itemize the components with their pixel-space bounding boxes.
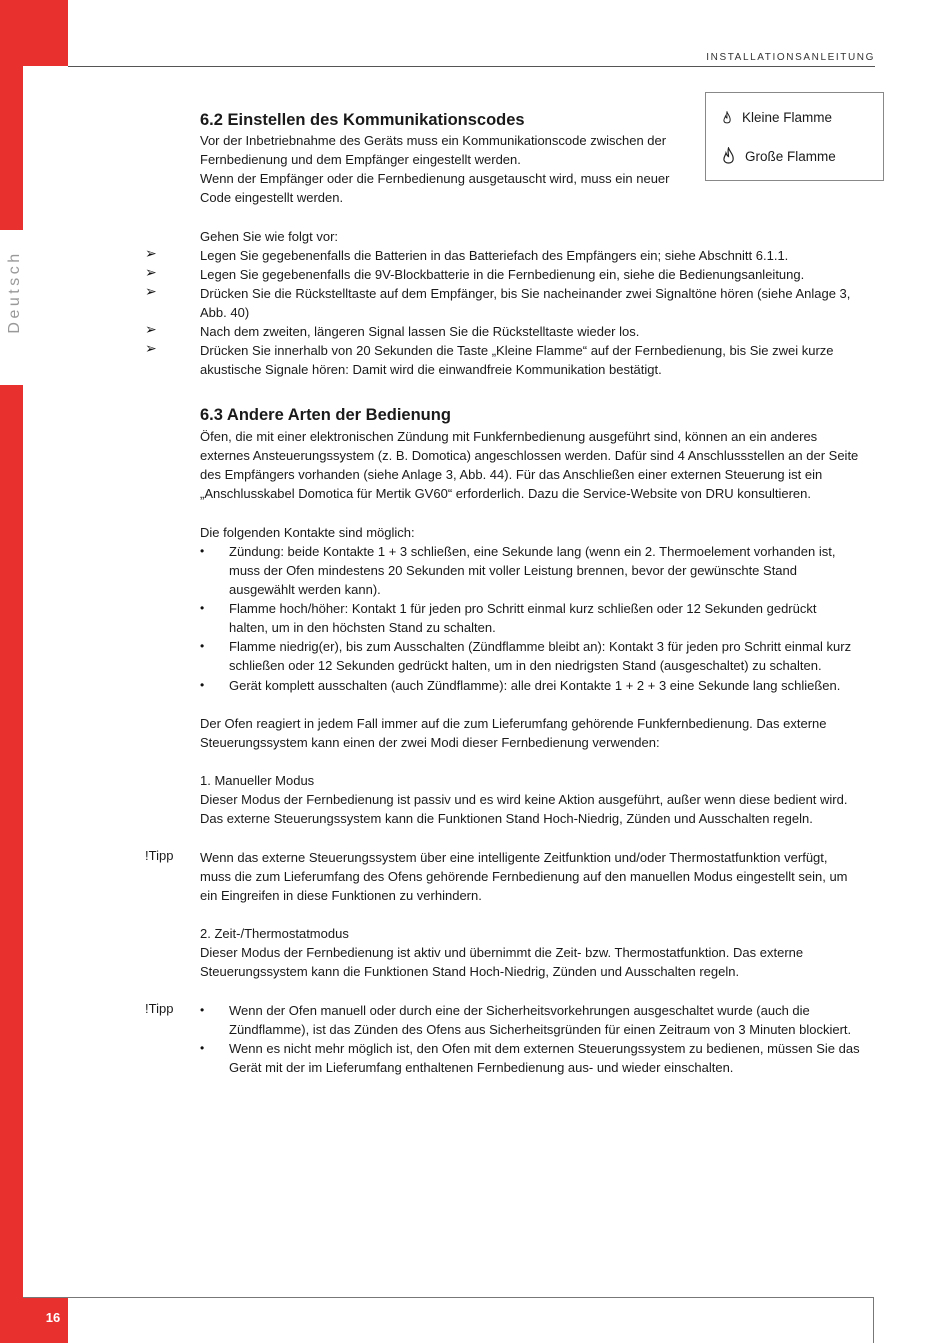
- tip2-line: Wenn der Ofen manuell oder durch eine der Sicherheitsvorkehrungen ausgeschaltet wurde (auch die: [229, 1003, 810, 1018]
- section-6-2-intro-line: Code eingestellt werden.: [200, 190, 344, 205]
- mode1-title: 1. Manueller Modus: [200, 773, 315, 788]
- tip1-line: Wenn das externe Steuerungssystem über eine intelligente Zeitfunktion und/oder Thermostatfunktion verfügt,: [200, 850, 828, 865]
- arrow-bullet-icon: ➢: [145, 340, 157, 356]
- section-6-3-intro-line: des Empfängers vorhanden (siehe Anlage 3, Abb. 44). Für das Anschließen einer externen Steuerung ist ein: [200, 467, 823, 482]
- contact-item: Zündung: beide Kontakte 1 + 3 schließen, eine Sekunde lang (wenn ein 2. Thermoelement vorhanden ist,: [229, 544, 836, 559]
- step-item: Nach dem zweiten, längeren Signal lassen Sie die Rückstelltaste wieder los.: [200, 324, 640, 339]
- flame-legend-box: [705, 92, 884, 181]
- section-6-2-heading: 6.2 Einstellen des Kommunikationscodes: [200, 111, 525, 129]
- red-margin-bar-bottom: [0, 385, 23, 1343]
- mode2-text-line: Dieser Modus der Fernbedienung ist aktiv und übernimmt die Zeit- bzw. Thermostatfunktion. Das externe: [200, 945, 804, 960]
- arrow-bullet-icon: ➢: [145, 321, 157, 337]
- mode1-text-line: Dieser Modus der Fernbedienung ist passiv und es wird keine Aktion ausgeführt, außer wenn diese bedient wird.: [200, 792, 848, 807]
- contact-item-continued: muss der Ofen mindestens 20 Sekunden mit voller Leistung brennen, bevor der gewünschte Stand: [229, 563, 798, 578]
- footer-rule-right: [873, 1297, 874, 1343]
- step-item: Drücken Sie innerhalb von 20 Sekunden die Taste „Kleine Flamme“ auf der Fernbedienung, bis Sie zwei kurze: [200, 343, 834, 358]
- tip2-line: Gerät mit der im Lieferumfang enthaltenen Fernbedienung aus- und wieder einschalten.: [229, 1060, 734, 1075]
- reaction-line: Steuerungssystem kann einen der zwei Modi dieser Fernbedienung verwenden:: [200, 735, 660, 750]
- bullet-dot-icon: •: [200, 1041, 205, 1055]
- reaction-line: Der Ofen reagiert in jedem Fall immer auf die zum Lieferumfang gehörende Funkfernbedienung. Das externe: [200, 716, 827, 731]
- section-6-3-intro-line: „Anschlusskabel Domotica für Mertik GV60“ erforderlich. Dazu die Service-Website von DRU konsultieren.: [200, 486, 811, 501]
- section-6-2-intro-line: Wenn der Empfänger oder die Fernbedienung ausgetauscht wird, muss ein neuer: [200, 171, 670, 186]
- arrow-bullet-icon: ➢: [145, 264, 157, 280]
- bullet-dot-icon: •: [200, 601, 205, 615]
- section-6-2-intro-line: Fernbedienung und dem Empfänger eingestellt werden.: [200, 152, 521, 167]
- tip2-line: Zündflamme), ist das Zünden des Ofens aus Sicherheitsgründen für einen Zeitraum von 3 Minuten blockiert.: [229, 1022, 852, 1037]
- flame-legend-large-label: Große Flamme: [745, 149, 836, 164]
- contact-item: Flamme niedrig(er), bis zum Ausschalten (Zündflamme bleibt an): Kontakt 3 für jeden pro Schritt einmal kurz: [229, 639, 852, 654]
- running-header: INSTALLATIONSANLEITUNG: [706, 52, 875, 63]
- contact-item: Gerät komplett ausschalten (auch Zündflamme): alle drei Kontakte 1 + 2 + 3 eine Sekunde lang schließen.: [229, 678, 841, 693]
- step-item-continued: Abb. 40): [200, 305, 250, 320]
- red-header-tab: [23, 0, 68, 66]
- step-item: Drücken Sie die Rückstelltaste auf dem Empfänger, bis Sie nacheinander zwei Signaltöne hören (siehe Anlage 3,: [200, 286, 851, 301]
- section-6-3-intro-line: externes Ansteuerungssystem (z. B. Domotica) angeschlossen werden. Dafür sind 4 Anschlussstellen an der Seite: [200, 448, 859, 463]
- bullet-dot-icon: •: [200, 544, 205, 558]
- arrow-bullet-icon: ➢: [145, 245, 157, 261]
- arrow-bullet-icon: ➢: [145, 283, 157, 299]
- large-flame-icon: [722, 147, 735, 166]
- small-flame-icon: [722, 111, 732, 125]
- mode2-title: 2. Zeit-/Thermostatmodus: [200, 926, 349, 941]
- mode2-text-line: Steuerungssystem kann die Funktionen Stand Hoch-Niedrig, Zünden und Ausschalten regeln.: [200, 964, 740, 979]
- tip-label: !Tipp: [145, 848, 174, 863]
- step-item-continued: akustische Signale hören: Damit wird die einwandfreie Kommunikation bestätigt.: [200, 362, 662, 377]
- header-rule: [68, 66, 875, 67]
- contact-item-continued: ausgewählt werden kann).: [229, 582, 381, 597]
- mode1-text-line: Das externe Steuerungssystem kann die Funktionen Stand Hoch-Niedrig, Zünden und Ausschalten regeln.: [200, 811, 813, 826]
- steps-intro: Gehen Sie wie folgt vor:: [200, 229, 339, 244]
- tip1-line: muss die zum Lieferumfang des Ofens gehörende Fernbedienung auf den manuellen Modus eingestellt sein, um: [200, 869, 848, 884]
- step-item: Legen Sie gegebenenfalls die Batterien in das Batteriefach des Empfängers ein; siehe Abschnitt 6.1.1.: [200, 248, 789, 263]
- page-number: 16: [45, 1310, 61, 1325]
- flame-legend-small-label: Kleine Flamme: [742, 110, 833, 125]
- red-margin-bar-top: [0, 0, 23, 230]
- tip2-line: Wenn es nicht mehr möglich ist, den Ofen mit dem externen Steuerungssystem zu bedienen, müssen Sie das: [229, 1041, 860, 1056]
- tip-label: !Tipp: [145, 1001, 174, 1016]
- step-item: Legen Sie gegebenenfalls die 9V-Blockbatterie in die Fernbedienung ein, siehe die Bedienungsanleitung.: [200, 267, 805, 282]
- tip1-line: ein Eingreifen in diese Funktionen zu verhindern.: [200, 888, 482, 903]
- section-6-3-heading: 6.3 Andere Arten der Bedienung: [200, 406, 451, 424]
- contact-item-continued: halten, um in den höchsten Stand zu schalten.: [229, 620, 496, 635]
- section-6-2-intro-line: Vor der Inbetriebnahme des Geräts muss ein Kommunikationscode zwischen der: [200, 133, 667, 148]
- section-6-3-intro-line: Öfen, die mit einer elektronischen Zündung mit Funkfernbedienung ausgeführt sind, können an ein anderes: [200, 429, 818, 444]
- footer-rule: [23, 1297, 874, 1298]
- language-label: Deutsch: [6, 250, 23, 334]
- contacts-intro: Die folgenden Kontakte sind möglich:: [200, 525, 415, 540]
- flame-legend-large: [722, 147, 836, 166]
- bullet-dot-icon: •: [200, 639, 205, 653]
- bullet-dot-icon: •: [200, 678, 205, 692]
- contact-item: Flamme hoch/höher: Kontakt 1 für jeden pro Schritt einmal kurz schließen oder 12 Sekunden gedrückt: [229, 601, 817, 616]
- contact-item-continued: schließen oder 12 Sekunden gedrückt halten, um in den niedrigsten Stand (ausgeschaltet) zu schalten.: [229, 658, 822, 673]
- flame-legend-small: [722, 110, 832, 125]
- bullet-dot-icon: •: [200, 1003, 205, 1017]
